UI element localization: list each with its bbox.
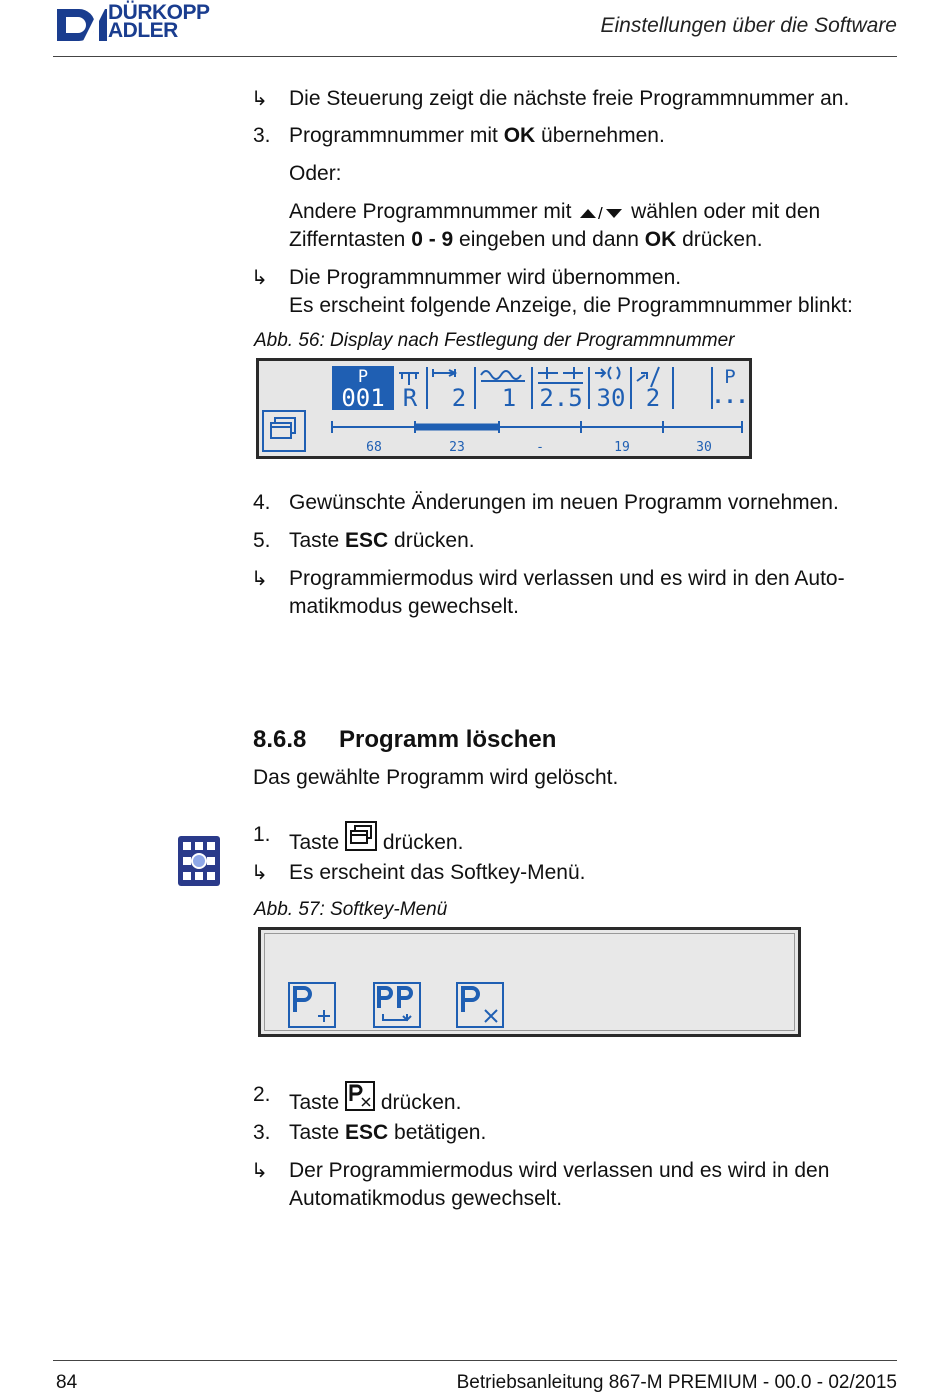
step-text-part: Taste <box>289 831 346 854</box>
brand-name <box>108 1 210 42</box>
page-number: 84 <box>56 1372 78 1393</box>
alternative-text <box>289 198 820 226</box>
thread-tension-icon <box>481 371 525 381</box>
seam-label: - <box>536 440 544 455</box>
display-screen <box>259 361 749 456</box>
section-number: 8.6.8 <box>253 726 307 753</box>
result-arrow-icon: ↳ <box>251 88 268 110</box>
header-title: Einstellungen über die Software <box>600 14 897 37</box>
step-number: 2. <box>253 1083 271 1106</box>
seam-label: 30 <box>696 440 712 455</box>
step-number: 3. <box>253 124 271 147</box>
step-text <box>289 122 665 150</box>
alt-text-part: Andere Programmnummer mit <box>289 200 578 223</box>
alternative-text-2 <box>289 226 763 254</box>
result-arrow-icon: ↳ <box>251 568 268 590</box>
step-text-part: Taste <box>289 1091 346 1114</box>
seam-width-icon <box>538 367 583 383</box>
step-text-part: drücken. <box>377 831 464 854</box>
document-info: Betriebsanleitung 867-M PREMIUM - 00.0 - 02/2015 <box>456 1372 897 1393</box>
seam-label: 19 <box>614 440 630 455</box>
fullness-icon <box>595 367 620 379</box>
field-top-label: P <box>724 366 736 388</box>
step-text-part: Taste <box>289 1121 346 1144</box>
field-top-label: P <box>357 367 369 387</box>
key-esc: ESC <box>345 529 389 552</box>
step-number: 4. <box>253 491 271 514</box>
figure-caption: Abb. 56: Display nach Festlegung der Programmnummer <box>254 330 735 351</box>
result-text: Der Programmiermodus wird verlassen und es wird in den <box>289 1159 830 1182</box>
step-text-part: übernehmen. <box>535 124 665 147</box>
seam-label: 23 <box>449 440 465 455</box>
control-panel-icon <box>178 836 220 886</box>
field-value: 1 <box>501 384 517 412</box>
alt-text-part: drücken. <box>676 228 763 251</box>
field-value: 2 <box>645 384 661 412</box>
step-text <box>289 1081 461 1117</box>
key-ok: OK <box>503 124 536 147</box>
svg-text:/: / <box>598 204 603 222</box>
stitch-length-icon <box>433 369 455 377</box>
step-text-part: drücken. <box>388 529 475 552</box>
key-ok: OK <box>644 228 677 251</box>
result-text: Automatikmodus gewechselt. <box>289 1187 563 1210</box>
figure-caption: Abb. 57: Softkey-Menü <box>254 899 448 920</box>
step-number: 3. <box>253 1121 271 1144</box>
result-arrow-icon: ↳ <box>251 1160 268 1182</box>
result-text: Programmiermodus wird verlassen und es wird in den Auto- <box>289 567 845 590</box>
step-text <box>289 527 475 555</box>
step-text <box>289 1119 486 1147</box>
delete-program-key-icon <box>345 1081 375 1111</box>
softkey-menu-display <box>258 927 801 1037</box>
step-number: 1. <box>253 823 271 846</box>
delete-program-softkey-icon <box>457 983 503 1027</box>
step-text-part: drücken. <box>375 1091 462 1114</box>
new-program-softkey-icon <box>289 983 335 1027</box>
softkey-menu-icon <box>263 411 305 451</box>
result-text: matikmodus gewechselt. <box>289 595 519 618</box>
step-text: Gewünschte Änderungen im neuen Programm vornehmen. <box>289 491 839 514</box>
field-value: 30 <box>596 384 626 412</box>
result-text: Es erscheint folgende Anzeige, die Programmnummer blinkt: <box>289 294 853 317</box>
step-number: 5. <box>253 529 271 552</box>
arrow-up-down-icon <box>577 204 625 222</box>
softkey-row <box>261 930 798 1034</box>
field-value: 2 <box>451 384 467 412</box>
softkey-menu-icon <box>345 821 377 851</box>
result-arrow-icon: ↳ <box>251 862 268 884</box>
control-display <box>256 358 752 459</box>
result-text: Die Programmnummer wird übernommen. <box>289 266 682 289</box>
alt-text-part: wählen oder mit den <box>625 200 821 223</box>
step-text-part: Taste <box>289 529 346 552</box>
alt-text-part: eingeben und dann <box>453 228 645 251</box>
brand-line-2: ADLER <box>108 19 178 42</box>
step-text <box>289 821 463 857</box>
field-value: R <box>402 384 418 412</box>
result-arrow-icon: ↳ <box>251 267 268 289</box>
alternative-label: Oder: <box>289 162 342 185</box>
step-text-part: Programmnummer mit <box>289 124 504 147</box>
key-digits: 0 - 9 <box>411 228 454 251</box>
step-text-part: betätigen. <box>388 1121 487 1144</box>
result-text: Die Steuerung zeigt die nächste freie Programmnummer an. <box>289 87 850 110</box>
seam-timeline <box>332 421 742 433</box>
field-value: 2.5 <box>539 384 583 412</box>
program-number-value: 001 <box>341 384 385 412</box>
section-title: Programm löschen <box>339 726 557 753</box>
brand-line-1: DÜRKOPP <box>108 1 210 24</box>
section-intro: Das gewählte Programm wird gelöscht. <box>253 766 619 789</box>
header-divider <box>53 56 897 57</box>
key-esc: ESC <box>345 1121 389 1144</box>
result-text: Es erscheint das Softkey-Menü. <box>289 861 586 884</box>
footer-divider <box>53 1360 897 1361</box>
alt-text-part: Zifferntasten <box>289 228 412 251</box>
seam-label: 68 <box>366 440 382 455</box>
program-more-icon: ... <box>711 384 749 408</box>
copy-program-softkey-icon <box>374 983 420 1027</box>
